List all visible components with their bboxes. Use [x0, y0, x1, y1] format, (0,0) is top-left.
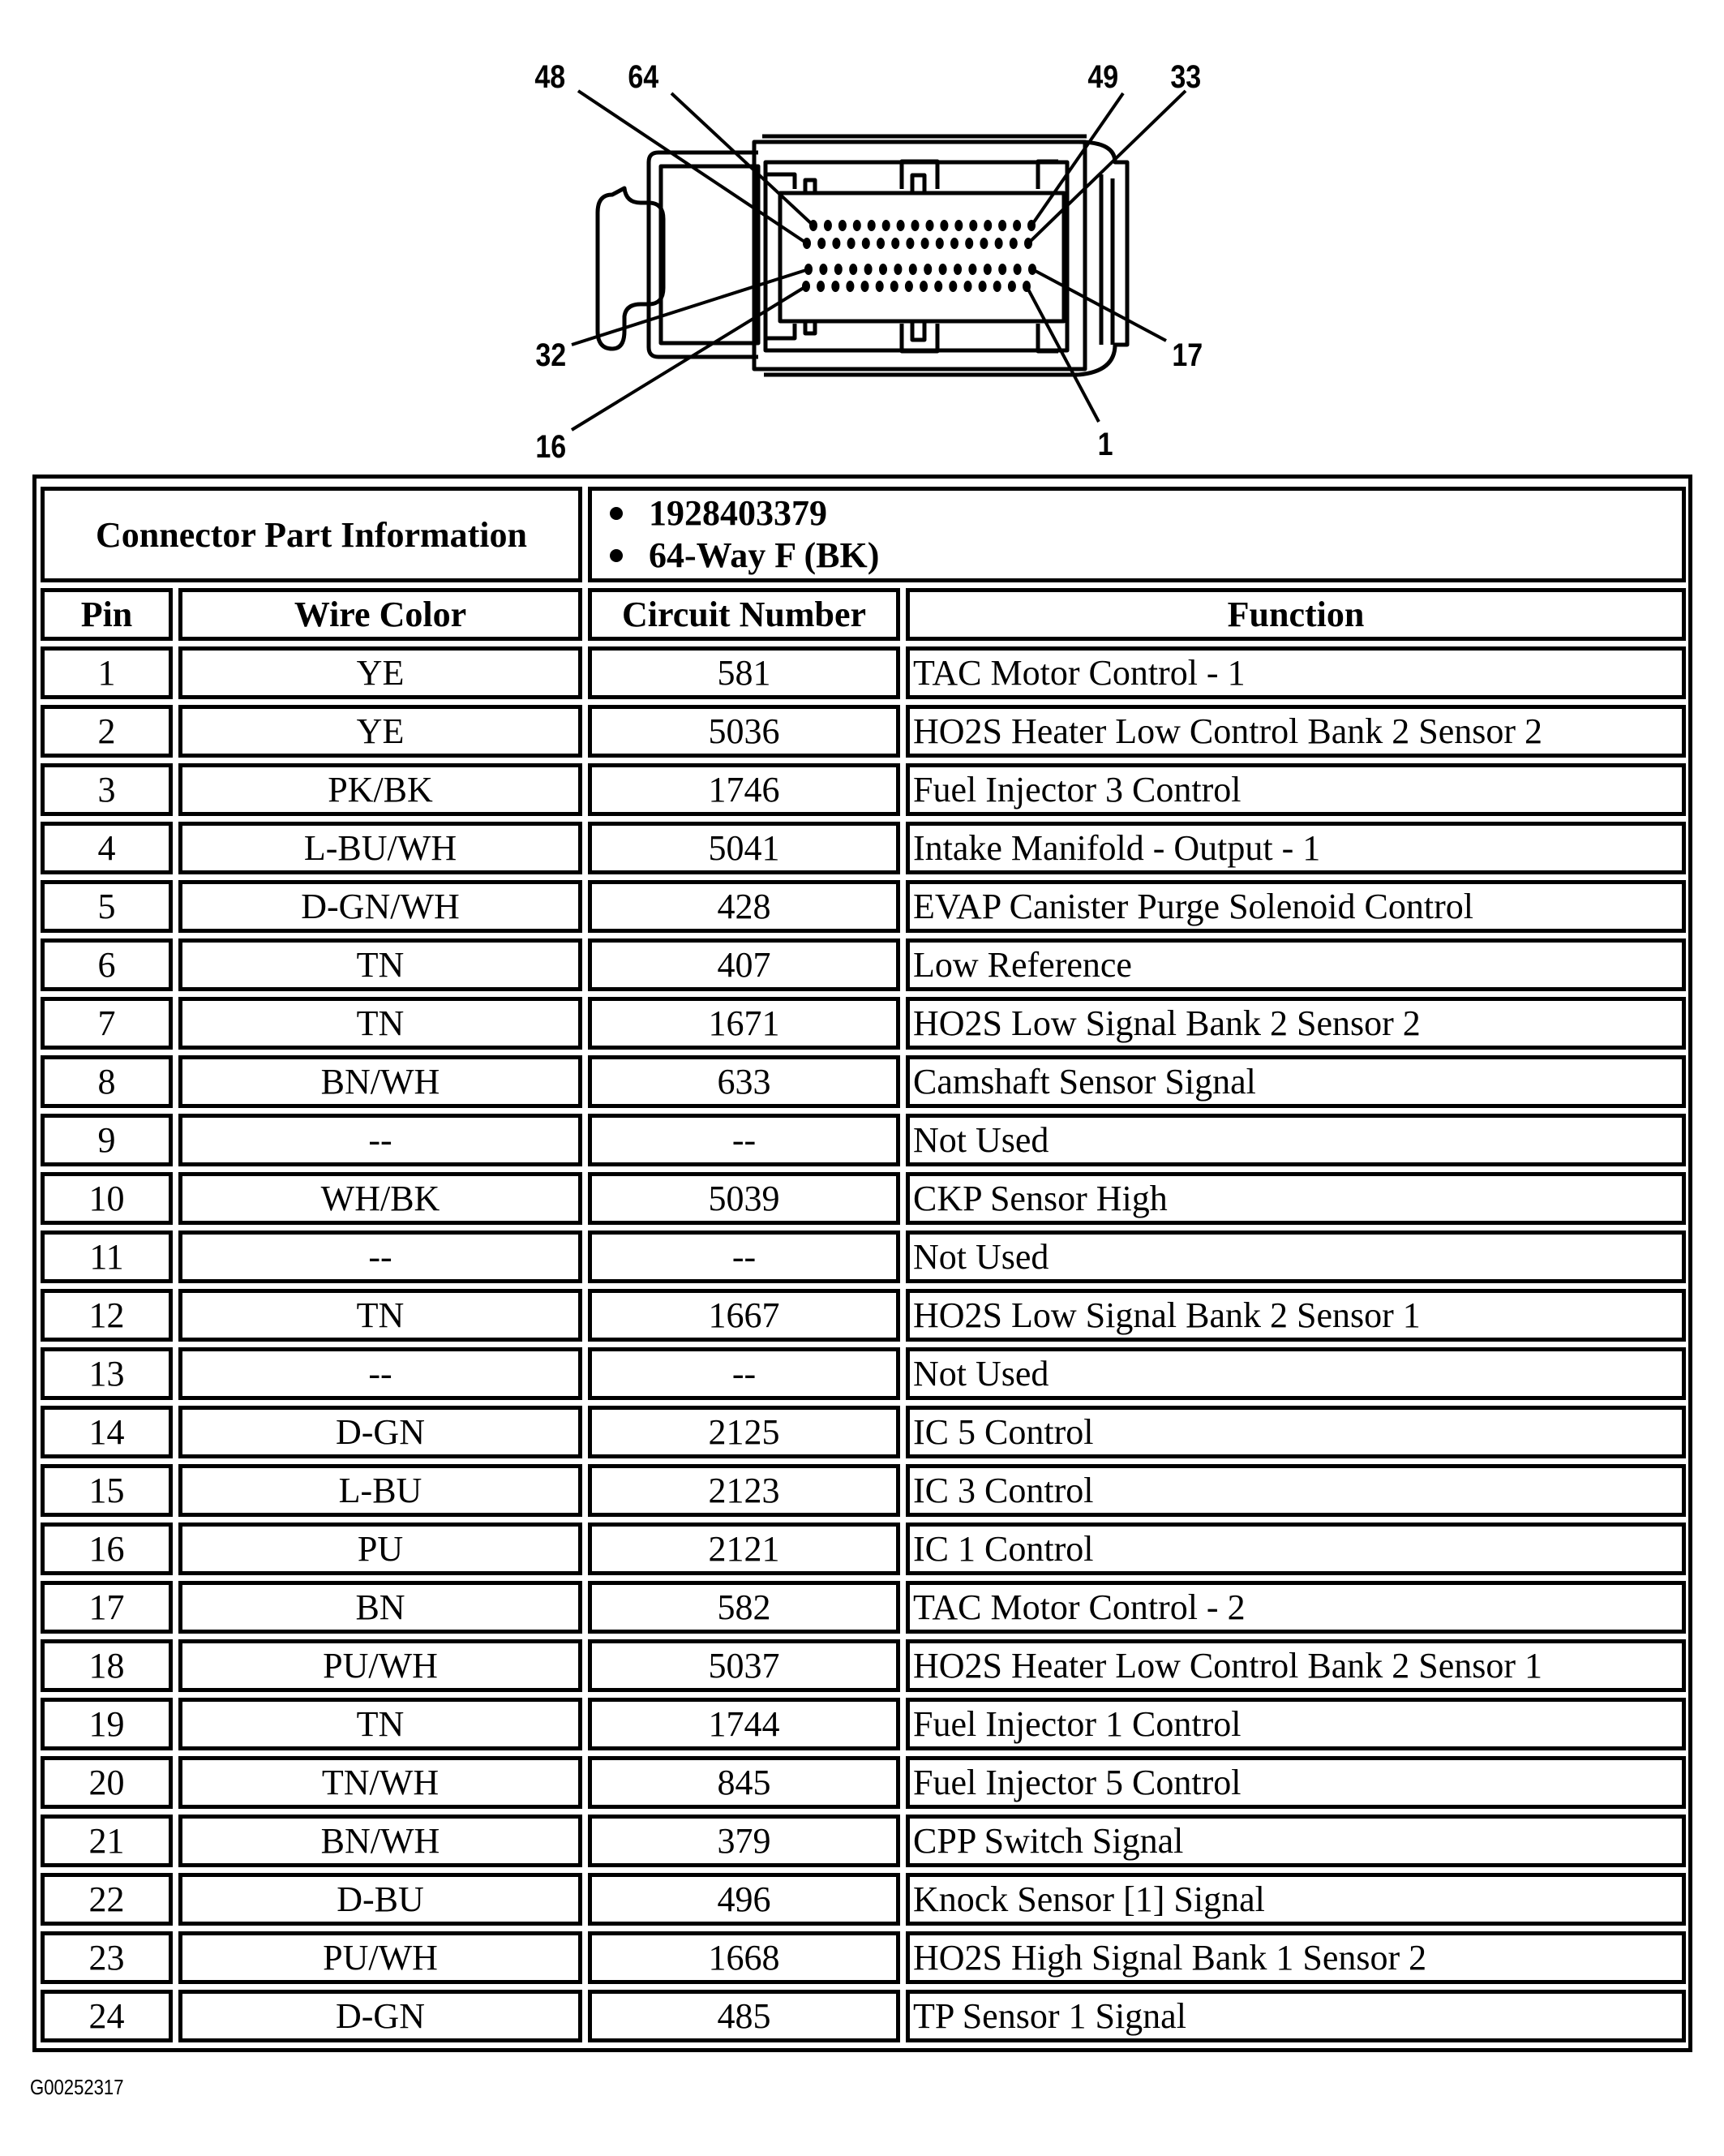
pin-cavity: [849, 264, 857, 275]
pin-cavity: [847, 238, 856, 249]
cell-wire-color: [178, 763, 582, 816]
cell-wire-color: [178, 1581, 582, 1634]
cell-function: [906, 1990, 1686, 2042]
connector-part-info-values: [588, 487, 1686, 582]
pin-cavity: [890, 281, 898, 292]
cell-wire-color-text: YE: [356, 653, 405, 693]
cell-pin: [41, 1581, 173, 1634]
connector-part-number-text: 1928403379: [649, 493, 827, 533]
pin-cavity: [876, 281, 884, 292]
cell-circuit-number-text: 2125: [708, 1412, 780, 1452]
cell-wire-color: [178, 1815, 582, 1867]
cell-pin: [41, 1756, 173, 1809]
cell-wire-color-text: L-BU: [338, 1471, 422, 1510]
pin-cavity: [968, 264, 976, 275]
cell-function-text: TAC Motor Control - 1: [913, 653, 1246, 693]
cell-circuit-number-text: 5041: [708, 828, 780, 868]
bullet-icon: [610, 507, 623, 520]
cell-circuit-number: [588, 1815, 900, 1867]
cell-wire-color-text: D-GN/WH: [301, 887, 460, 926]
cell-wire-color-text: PK/BK: [328, 770, 433, 810]
pin-cavity: [984, 264, 992, 275]
cell-pin: [41, 1815, 173, 1867]
cell-pin-text: 23: [88, 1938, 125, 1978]
pin-label-33: 33: [1170, 59, 1202, 95]
pin-cavity: [819, 264, 827, 275]
cell-wire-color-text: D-BU: [337, 1879, 424, 1919]
pin-cavity: [924, 264, 932, 275]
cell-pin: [41, 1289, 173, 1342]
cell-function-text: TP Sensor 1 Signal: [913, 1996, 1186, 2036]
cell-circuit-number-text: 582: [717, 1587, 771, 1627]
pin-cavity: [1014, 264, 1022, 275]
cell-function: [906, 1931, 1686, 1984]
pin-cavities: [802, 220, 1036, 292]
cell-circuit-number: [588, 1230, 900, 1283]
pin-cavity: [936, 238, 944, 249]
cell-wire-color: [178, 1172, 582, 1225]
cell-function: [906, 1756, 1686, 1809]
cell-wire-color-text: BN/WH: [320, 1821, 440, 1861]
cell-pin-text: 6: [97, 945, 116, 985]
cell-function-text: Not Used: [913, 1120, 1049, 1160]
cell-pin: [41, 763, 173, 816]
cell-circuit-number-text: 496: [717, 1879, 771, 1919]
pin-cavity: [853, 220, 861, 231]
cell-function: [906, 763, 1686, 816]
cell-circuit-number: [588, 1055, 900, 1108]
connector-face-drawing: [0, 0, 1724, 470]
cell-pin: [41, 1347, 173, 1400]
cell-function-text: TAC Motor Control - 2: [913, 1587, 1246, 1627]
connector-rear-inner: [661, 166, 758, 343]
cell-pin-text: 16: [88, 1529, 125, 1569]
cell-wire-color-text: BN/WH: [320, 1062, 440, 1102]
cell-wire-color: [178, 1289, 582, 1342]
pin-cavity: [861, 281, 869, 292]
pin-cavity: [984, 220, 992, 231]
pin-cavity: [965, 238, 973, 249]
cell-wire-color: [178, 1639, 582, 1692]
cell-function: [906, 705, 1686, 758]
cell-pin: [41, 1406, 173, 1458]
cell-circuit-number: [588, 1990, 900, 2042]
pin-cavity: [926, 220, 934, 231]
pin-cavity: [906, 238, 914, 249]
cell-circuit-number-text: 379: [717, 1821, 771, 1861]
pin-label-49: 49: [1087, 59, 1119, 95]
cell-pin: [41, 1464, 173, 1517]
cell-pin: [41, 705, 173, 758]
pin-cavity: [1013, 220, 1021, 231]
pin-cavity: [954, 220, 963, 231]
header-pin: [41, 588, 173, 641]
cell-wire-color-text: TN: [356, 1003, 405, 1043]
cell-wire-color-text: --: [368, 1354, 392, 1394]
pin-cavity: [954, 264, 962, 275]
cell-pin-text: 13: [88, 1354, 125, 1394]
cell-circuit-number: [588, 1931, 900, 1984]
leader-line-33: [1028, 91, 1186, 243]
pin-cavity: [920, 281, 928, 292]
pin-cavity: [831, 281, 839, 292]
cell-circuit-number: [588, 938, 900, 991]
header-wire-color-text: Wire Color: [294, 595, 467, 634]
cell-function-text: HO2S Heater Low Control Bank 2 Sensor 1: [913, 1646, 1543, 1686]
cell-wire-color: [178, 938, 582, 991]
cell-wire-color: [178, 1114, 582, 1166]
cell-function-text: Not Used: [913, 1237, 1049, 1277]
connector-diagram: [0, 0, 1724, 470]
cell-circuit-number-text: 845: [717, 1763, 771, 1802]
cell-circuit-number-text: 5039: [708, 1179, 780, 1218]
cell-pin-text: 21: [88, 1821, 125, 1861]
cell-circuit-number: [588, 1873, 900, 1926]
pin-cavity: [1008, 281, 1016, 292]
cell-function-text: Fuel Injector 1 Control: [913, 1704, 1242, 1744]
pin-cavity: [897, 220, 905, 231]
cell-pin-text: 3: [97, 770, 116, 810]
cell-pin-text: 1: [97, 653, 116, 693]
pin-cavity: [909, 264, 917, 275]
cell-circuit-number-text: 485: [717, 1996, 771, 2036]
cell-pin-text: 9: [97, 1120, 116, 1160]
pin-cavity: [877, 238, 885, 249]
cell-wire-color: [178, 1464, 582, 1517]
cell-wire-color-text: L-BU/WH: [303, 828, 457, 868]
pin-label-48: 48: [534, 59, 566, 95]
cell-pin: [41, 1055, 173, 1108]
cell-circuit-number-text: 5037: [708, 1646, 780, 1686]
cell-circuit-number: [588, 705, 900, 758]
cell-wire-color-text: BN: [355, 1587, 405, 1627]
cell-circuit-number-text: 428: [717, 887, 771, 926]
connector-description-text: 64-Way F (BK): [649, 535, 880, 575]
header-function-text: Function: [1227, 595, 1365, 634]
cell-pin-text: 14: [88, 1412, 125, 1452]
pin-cavity: [964, 281, 972, 292]
cell-wire-color-text: TN: [356, 945, 405, 985]
cell-wire-color-text: TN: [356, 1704, 405, 1744]
cell-wire-color: [178, 997, 582, 1050]
cell-pin-text: 5: [97, 887, 116, 926]
cell-circuit-number: [588, 1464, 900, 1517]
cell-function: [906, 1230, 1686, 1283]
cell-pin-text: 11: [89, 1237, 124, 1277]
cell-wire-color: [178, 1756, 582, 1809]
pin-cavity: [969, 220, 977, 231]
cell-function-text: Fuel Injector 5 Control: [913, 1763, 1242, 1802]
cell-pin: [41, 1230, 173, 1283]
cell-pin-text: 19: [88, 1704, 125, 1744]
pin-cavity: [838, 220, 847, 231]
pin-cavity: [832, 238, 840, 249]
pin-cavity: [998, 264, 1006, 275]
header-wire-color: [178, 588, 582, 641]
bullet-icon: [610, 549, 623, 562]
header-pin-text: Pin: [80, 595, 133, 634]
cell-pin: [41, 1114, 173, 1166]
header-function: [906, 588, 1686, 641]
pin-cavity: [834, 264, 843, 275]
cell-pin: [41, 1873, 173, 1926]
cell-function: [906, 1347, 1686, 1400]
pin-cavity: [980, 238, 988, 249]
pin-cavity: [940, 220, 948, 231]
cell-wire-color: [178, 1523, 582, 1575]
figure-id: G00252317: [30, 2075, 124, 2099]
cell-function: [906, 1055, 1686, 1108]
cell-wire-color-text: D-GN: [336, 1412, 425, 1452]
cell-function-text: Fuel Injector 3 Control: [913, 770, 1242, 810]
cell-wire-color-text: D-GN: [336, 1996, 425, 2036]
cell-function-text: CPP Switch Signal: [913, 1821, 1184, 1861]
pin-cavity: [934, 281, 942, 292]
cell-wire-color-text: --: [368, 1120, 392, 1160]
cell-function-text: HO2S Low Signal Bank 2 Sensor 2: [913, 1003, 1421, 1043]
cell-wire-color: [178, 1931, 582, 1984]
cell-function-text: Knock Sensor [1] Signal: [913, 1879, 1265, 1919]
pin-label-1: 1: [1097, 427, 1113, 462]
cell-function-text: IC 5 Control: [913, 1412, 1094, 1452]
pin-label-17: 17: [1172, 337, 1203, 373]
cell-function-text: IC 3 Control: [913, 1471, 1094, 1510]
cell-function: [906, 646, 1686, 699]
cell-function-text: Not Used: [913, 1354, 1049, 1394]
cell-wire-color: [178, 822, 582, 874]
cell-function: [906, 1523, 1686, 1575]
cell-wire-color-text: TN: [356, 1295, 405, 1335]
cell-wire-color-text: YE: [356, 711, 405, 751]
cell-pin-text: 12: [88, 1295, 125, 1335]
cell-circuit-number-text: 1746: [708, 770, 780, 810]
cell-wire-color-text: PU: [357, 1529, 404, 1569]
pin-cavity: [891, 238, 899, 249]
cell-function: [906, 1639, 1686, 1692]
cell-function: [906, 1581, 1686, 1634]
cell-circuit-number: [588, 822, 900, 874]
cell-circuit-number-text: 2123: [708, 1471, 780, 1510]
cell-pin-text: 15: [88, 1471, 125, 1510]
cell-circuit-number-text: 1668: [708, 1938, 780, 1978]
cell-pin-text: 17: [88, 1587, 125, 1627]
cell-wire-color-text: TN/WH: [321, 1763, 440, 1802]
pin-label-32: 32: [535, 337, 567, 373]
pin-cavity: [921, 238, 929, 249]
pin-cavity: [995, 238, 1003, 249]
cell-circuit-number: [588, 1114, 900, 1166]
cell-circuit-number-text: 5036: [708, 711, 780, 751]
cell-circuit-number-text: --: [731, 1354, 757, 1394]
cell-pin-text: 20: [88, 1763, 125, 1802]
cell-wire-color: [178, 1230, 582, 1283]
cell-function-text: Low Reference: [913, 945, 1132, 985]
cell-wire-color-text: WH/BK: [320, 1179, 440, 1218]
cell-function: [906, 1873, 1686, 1926]
cell-function: [906, 1114, 1686, 1166]
pin-cavity: [950, 238, 958, 249]
pin-cavity: [879, 264, 887, 275]
cell-circuit-number-text: 1667: [708, 1295, 780, 1335]
cell-pin: [41, 1931, 173, 1984]
cell-pin: [41, 1523, 173, 1575]
cell-pin: [41, 1639, 173, 1692]
cell-function: [906, 1698, 1686, 1750]
pin-cavity: [1010, 238, 1018, 249]
connector-description: [610, 535, 879, 577]
cell-circuit-number: [588, 880, 900, 933]
cell-function-text: Camshaft Sensor Signal: [913, 1062, 1256, 1102]
cell-circuit-number: [588, 1347, 900, 1400]
cell-pin-text: 24: [88, 1996, 125, 2036]
cell-function: [906, 880, 1686, 933]
cell-circuit-number-text: 633: [717, 1062, 771, 1102]
cell-circuit-number: [588, 1172, 900, 1225]
cell-circuit-number: [588, 1289, 900, 1342]
pin-label-64: 64: [628, 59, 659, 95]
pin-cavity: [824, 220, 832, 231]
cell-pin-text: 7: [97, 1003, 116, 1043]
cell-circuit-number: [588, 1756, 900, 1809]
cell-pin: [41, 1172, 173, 1225]
cell-wire-color: [178, 705, 582, 758]
cell-pin-text: 18: [88, 1646, 125, 1686]
header-circuit-number-text: Circuit Number: [621, 595, 867, 634]
cell-function: [906, 1172, 1686, 1225]
pin-cavity: [817, 281, 825, 292]
cell-function-text: Intake Manifold - Output - 1: [913, 828, 1321, 868]
cell-circuit-number: [588, 1698, 900, 1750]
cell-wire-color-text: PU/WH: [323, 1938, 438, 1978]
connector-part-number: [610, 492, 827, 535]
cell-function-text: IC 1 Control: [913, 1529, 1094, 1569]
cell-pin: [41, 822, 173, 874]
cell-circuit-number-text: 1744: [708, 1704, 780, 1744]
cell-pin-text: 22: [88, 1879, 125, 1919]
cell-circuit-number: [588, 997, 900, 1050]
cell-wire-color: [178, 1990, 582, 2042]
cell-circuit-number: [588, 1581, 900, 1634]
cell-function-text: HO2S High Signal Bank 1 Sensor 2: [913, 1938, 1427, 1978]
pin-cavity: [882, 220, 890, 231]
pin-cavity: [862, 238, 870, 249]
cell-circuit-number: [588, 1639, 900, 1692]
pin-cavity: [979, 281, 987, 292]
cell-pin-text: 2: [97, 711, 116, 751]
cell-circuit-number-text: 581: [717, 653, 771, 693]
cell-circuit-number-text: 2121: [708, 1529, 780, 1569]
cell-wire-color: [178, 1406, 582, 1458]
cell-pin-text: 10: [88, 1179, 125, 1218]
pin-cavity: [993, 281, 1001, 292]
cell-pin: [41, 1698, 173, 1750]
cell-pin: [41, 938, 173, 991]
pin-cavity: [894, 264, 902, 275]
cell-function-text: CKP Sensor High: [913, 1179, 1168, 1218]
cell-pin-text: 8: [97, 1062, 116, 1102]
cell-function: [906, 938, 1686, 991]
cell-pin-text: 4: [97, 828, 116, 868]
cell-circuit-number: [588, 1406, 900, 1458]
pin-cavity: [868, 220, 876, 231]
pin-cavity: [998, 220, 1006, 231]
cell-wire-color: [178, 880, 582, 933]
cell-circuit-number-text: 407: [717, 945, 771, 985]
pin-cavity: [817, 238, 826, 249]
cell-circuit-number-text: --: [731, 1237, 757, 1277]
cell-wire-color-text: --: [368, 1237, 392, 1277]
cell-circuit-number: [588, 1523, 900, 1575]
pin-cavity: [911, 220, 920, 231]
cell-function-text: EVAP Canister Purge Solenoid Control: [913, 887, 1473, 926]
cell-function-text: HO2S Low Signal Bank 2 Sensor 1: [913, 1295, 1421, 1335]
cell-function: [906, 1406, 1686, 1458]
cell-pin: [41, 997, 173, 1050]
cell-function: [906, 1289, 1686, 1342]
cell-circuit-number: [588, 646, 900, 699]
cell-pin: [41, 646, 173, 699]
cell-function: [906, 1815, 1686, 1867]
cell-wire-color-text: PU/WH: [323, 1646, 438, 1686]
cell-function: [906, 822, 1686, 874]
cell-function: [906, 997, 1686, 1050]
pin-cavity: [949, 281, 957, 292]
pin-cavity: [939, 264, 947, 275]
pin-cavity: [905, 281, 913, 292]
cell-wire-color: [178, 1347, 582, 1400]
pin-cavity: [864, 264, 873, 275]
cell-function-text: HO2S Heater Low Control Bank 2 Sensor 2: [913, 711, 1543, 751]
connector-part-info-label-text: Connector Part Information: [96, 514, 527, 555]
pin-label-16: 16: [535, 429, 567, 465]
connector-part-info-label: [41, 487, 582, 582]
cell-pin: [41, 1990, 173, 2042]
cell-circuit-number: [588, 763, 900, 816]
cell-circuit-number-text: 1671: [708, 1003, 780, 1043]
leader-line-64: [671, 93, 813, 225]
cell-function: [906, 1464, 1686, 1517]
cell-wire-color: [178, 1055, 582, 1108]
cell-wire-color: [178, 646, 582, 699]
pin-cavity: [846, 281, 854, 292]
header-circuit-number: [588, 588, 900, 641]
cell-wire-color: [178, 1873, 582, 1926]
cell-pin: [41, 880, 173, 933]
cell-circuit-number-text: --: [731, 1120, 757, 1160]
cell-wire-color: [178, 1698, 582, 1750]
